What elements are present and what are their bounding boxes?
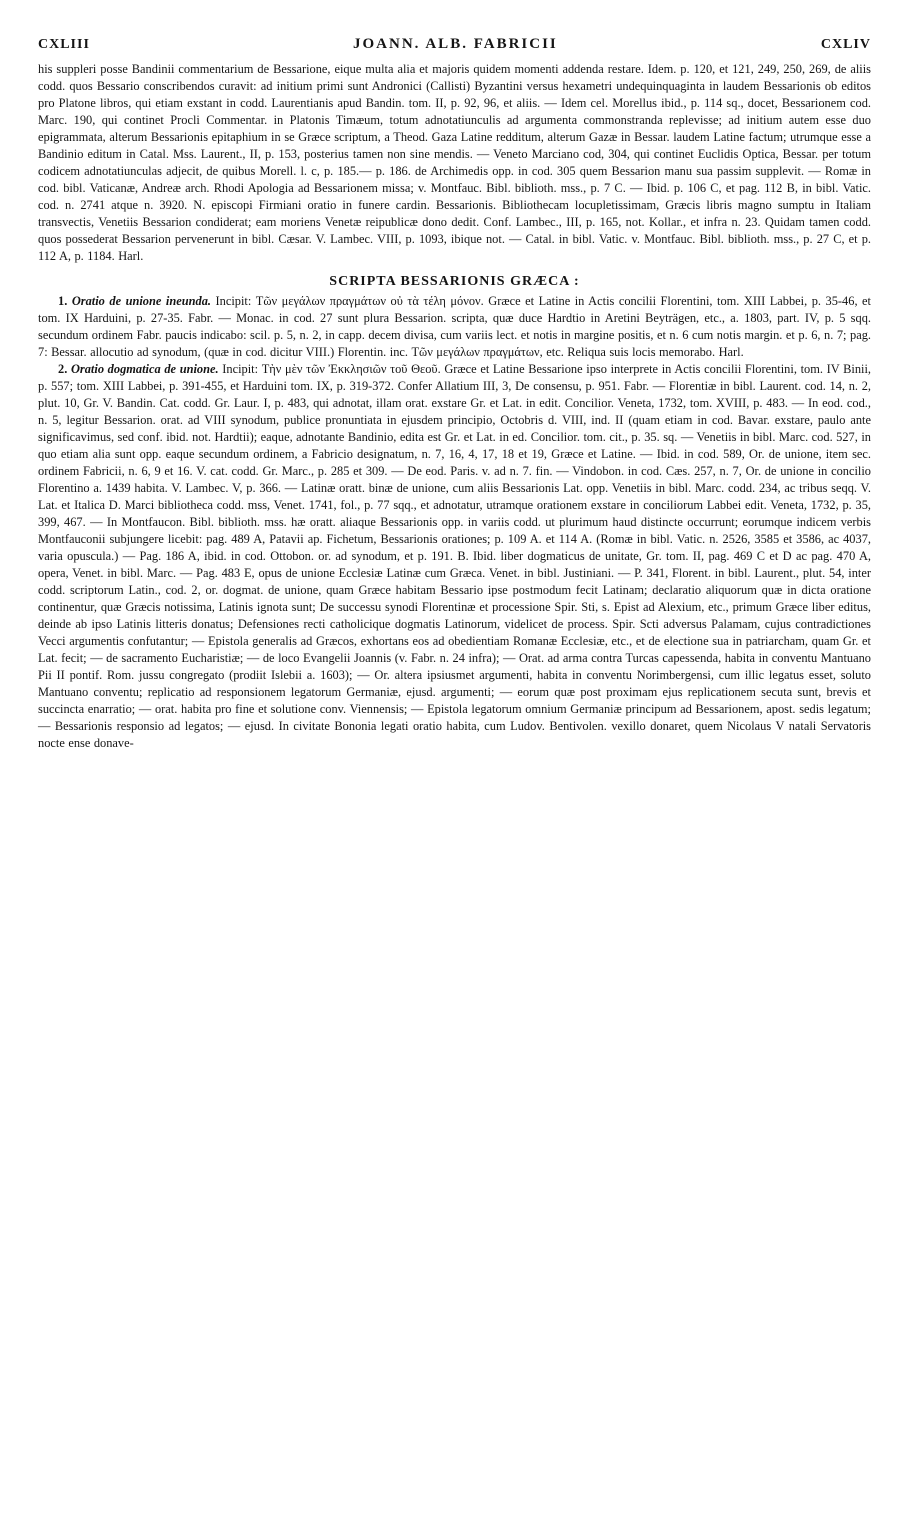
entry-1 (38, 293, 871, 361)
page-number-left: CXLIII (38, 37, 90, 52)
entry-title: Oratio de unione ineunda. (71, 294, 211, 308)
entry-number: 1. (58, 294, 68, 308)
running-title: JOANN. ALB. FABRICII (353, 36, 558, 52)
section-heading: SCRIPTA BESSARIONIS GRÆCA : (329, 274, 580, 289)
running-header (38, 36, 871, 53)
entry-title: Oratio dogmatica de unione. (70, 362, 219, 376)
intro-paragraph: his suppleri posse Bandinii commentarium de Bessarione, eique multa alia et majoris quidem momenti addenda restare. Idem. p. 120, et 121, 249, 250, 269, de aliis codd. quos Bessario conscribendos curavit: ad initium primi sunt Andronici (Callisti) Byzantini versus hexametri undequinquaginta in laudem Bessarionis ob editos pro Platone libros, qui etiam exstant in codd. Laurentianis apud Bandin. tom. II, p. 92, 96, et aliis. — Idem cel. Morellus ibid., p. 114 sq., docet, Bessarionem cod. Marc. 190, qui continet Procli Commentar. in Platonis Timæum, totum adnotatiunculis ad argumenta commonstranda replevisse; ad initium autem esse duo epigrammata, alterum Bessarionis epitaphium in se Græce scriptum, a Theod. Gaza Latine redditum, alterum Gazæ in Bessar. laudem Latine factum; utrumque esse a Bandinio editum in Catal. Mss. Laurent., II, p. 153, posterius tamen non sine mendis. — Veneto Marciano cod, 304, qui continet Euclidis Optica, Bessar. per totum codicem adnotatiunculas adjecit, de quibus Morell. l. c, p. 185.— p. 186. de Archimedis opp. in cod. 305 quem Bessarion manu sua passim supplevit. — Romæ in cod. bibl. Vaticanæ, Andreæ arch. Rhodi Apologia ad Bessarionem missa; v. Montfauc. Bibl. biblioth. mss., p. 7 C. — Ibid. p. 106 C, et pag. 112 B, in bibl. Vatic. cod. n. 2741 atque n. 3920. N. episcopi Firmiani oratio in funere cardin. Bessarionis. Bibliothecam locupletissimam, Græcis libris magno sumptu in Italiam transvectis, Venetiis Bessarion condiderat; eam moriens Venetæ reipublicæ dono dedit. Conf. Lambec., III, p. 165, not. Kollar., et infra n. 23. Quidam tamen codd. quos possederat Bessarion pervenerunt in bibl. Cæsar. V. Lambec. VIII, p. 1093, ibique not. — Catal. in bibl. Vatic. v. Montfauc. Bibl. biblioth. mss., p. 27 C, et p. 112 A, p. 1184. Harl. (38, 62, 871, 263)
entry-number: 2. (58, 362, 68, 376)
entry-2 (38, 361, 871, 752)
page-number-right: CXLIV (820, 37, 871, 52)
entry-text: Incipit: Τὴν μὲν τῶν Ἐκκλησιῶν τοῦ Θεοῦ. Græce et Latine Bessarione ipso interprete in Actis concilii Florentini, tom. IV Binii, p. 557; tom. XIII Labbei, p. 391-455, et Harduini tom. IX, p. 319-372. Confer Allatium III, 3, De consensu, p. 951. Fabr. — Florentiæ in bibl. Laurent. cod. 14, n. 2, plut. 10, Gr. V. Bandin. Cat. codd. Gr. Laur. I, p. 483, qui adnotat, illam orat. exstare Gr. et Lat. in edit. Concilior. Veneta, 1732, tom. XVIII, p. 483. — In eod. cod., n. 5, legitur Bessarion. orat. ad VIII synodum, publice pronuntiata in ejusdem principio, Octobris d. VIII, ind. II (quam etiam in cod. Bavar. exstare, paulo ante significavimus, sed conf. ibid. not. Hardtii); eaque, adnotante Bandinio, edita est Gr. et Lat. in ed. Concilior. tom. cit., p. 35. sq. — Venetiis in bibl. Marc. cod. 527, in quo etiam alia sunt opp. eaque secundum ordinem, a Fabricio designatum, n. 7, 16, 4, 17, 18 et 19, Græce et Latine. — Ibid. in cod. 589, Or. de unione, item sec. ordinem Fabricii, n. 6, 9 et 16. V. cat. codd. Gr. Marc., p. 285 et 309. — De eod. Paris. v. ad n. 7. fin. — Vindobon. in cod. Cæs. 257, n. 7, Or. de unione in concilio Florentino a. 1439 habita. V. Lambec. V, p. 366. — Latinæ oratt. binæ de unione, cum aliis Bessarionis Lat. opp. Venetiis in bibl. Marc. codd. 234, ac tribus seqq. V. Lat. et Italica D. Marci bibliotheca codd. mss, Venet. 1741, fol., p. 77 sqq., et adnotatur, utramque orationem exstare in conciliorum Labbei edit. Veneta, 1732, p. 35, 399, 467. — In Montfaucon. Bibl. biblioth. mss. hæ oratt. aliaque Bessarionis opp. in variis codd. ut plurimum haud distincte occurrunt; eorumque indicem verbis Montfauconii subjungere licebit: pag. 489 A, Patavii ap. Fichetum, Bessarionis orationes; p. 109 A. et 114 A. (Romæ in bibl. Vatic. n. 2526, 3585 et 3586, ac 4037, varia opuscula.) — Pag. 186 A, ibid. in cod. Ottobon. or. ad synodum, et p. 191. B. Ibid. liber dogmaticus de unitate, Gr. tom. II, pag. 469 C et D ac pag. 470 A, opera, Venet. in bibl. Marc. — Pag. 483 E, opus de unione Ecclesiæ Latinæ cum Græca. Venet. in bibl. Justiniani. — P. 341, Florent. in bibl. Laurent., plut. 54, inter codd. scriptorum Latin., cod. 2, or. dogmat. de unione, quam Græce habitam Bessario ipse postmodum fecit Latinam; declaratio aliquorum quæ in dicta oratione continentur, quæ Græcis notissima, Latinis ignota sunt; De successu synodi Florentinæ et processione Spir. Sti, s. Epist ad Alexium, etc., primum Græce liber editus, deinde ab ipso Latinis litteris donatus; Defensiones recti catholicique dogmatis Latinorum, videlicet de process. Spir. Scti adversus Palamam, cujus contradictiones Vecci argumentis confutantur; — Epistola generalis ad Græcos, exhortans eos ad obedientiam Romanæ Ecclesiæ, etc., et de electione sua in patriarcham, quam Gr. et Lat. fecit; — de sacramento Eucharistiæ; — de loco Evangelii Joannis (v. Fabr. n. 24 infra); — Orat. ad arma contra Turcas capessenda, habita in conventu Mantuano Pii II pontif. Rom. jussu congregato (prodiit Islebii a. 1603); — Or. altera ipsiusmet argumenti, habita in conventu Norimbergensi, cum illic legatus esset, soluto Mantuano conventu; replicatio ad responsionem legatorum Germaniæ, ejusd. argumenti; — eorum quæ post proximam ejus replicationem secuta sunt, brevis et succincta enarratio; — orat. habita pro fine et solutione conv. Viennensis; — Epistola legatorum omnium Germaniæ principum ad Bessarionem, apost. sedis legatum; — Bessarionis responsio ad legatos; — ejusd. In civitate Bononia legati oratio habita, cum Ludov. Bentivolen. vexillo donaret, quem Nicolaus V natali Servatoris nocte ense donave- (38, 362, 872, 750)
entry-text: Incipit: Τῶν μεγάλων πραγμάτων οὐ τὰ τέλη μόνον. Græce et Latine in Actis concilii Florentini, tom. XIII Labbei, p. 35-46, et tom. IX Harduini, p. 27-35. Fabr. — Monac. in cod. 27 sunt plura Bessarion. scripta, quæ duce Hardtio in Aretini Beyträgen, etc., a. 1803, part. IV, p. 5 sqq. secundum ordinem Fabr. paucis indicabo: scil. p. 5, n. 2, in capp. decem divisa, cum variis lect. et notis in margine positis, et n. 6 cum notis margin. et p. 6, n. 7; pag. 7: Bessar. allocutio ad synodum, (quæ in cod. dicitur VIII.) Florentin. inc. Τῶν μεγάλων πραγμάτων, etc. Reliqua suis locis memorabo. Harl. (38, 294, 871, 359)
